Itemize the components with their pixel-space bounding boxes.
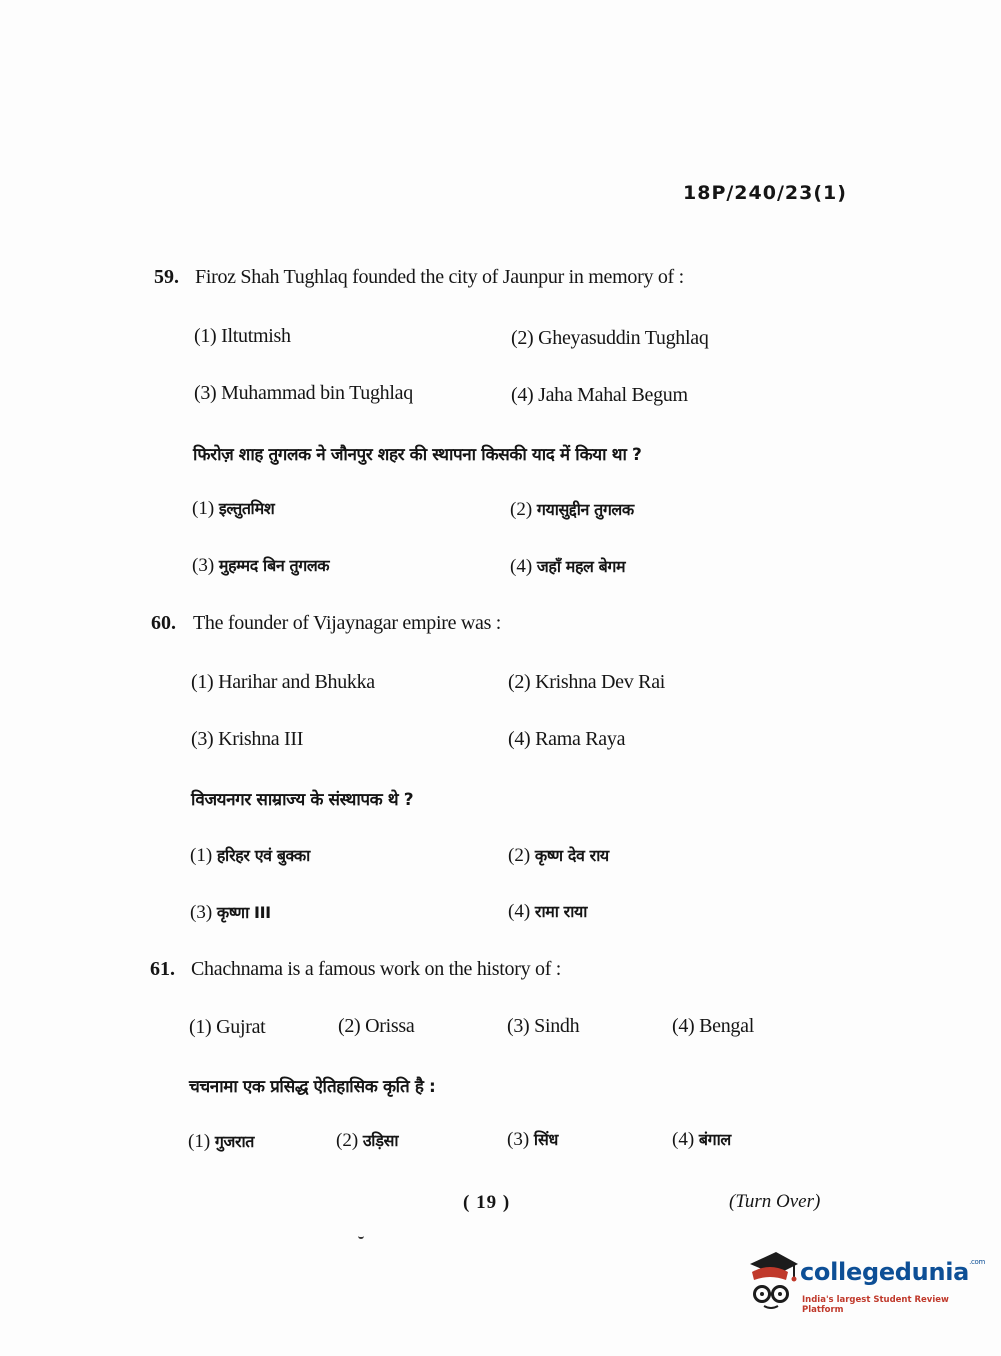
option-en: (4) Rama Raya bbox=[508, 728, 626, 750]
option-en: (3) Sindh bbox=[507, 1015, 580, 1037]
option-text: उड़िसा bbox=[362, 1131, 399, 1150]
option-number: (4) bbox=[508, 901, 531, 922]
option-text: कृष्णा III bbox=[216, 903, 271, 922]
logo-tagline: India's largest Student Review Platform bbox=[802, 1295, 949, 1315]
question-text-hi: फिरोज़ शाह तुगलक ने जौनपुर शहर की स्थापना किसकी याद में किया था ? bbox=[193, 445, 642, 465]
question-number: 60. bbox=[151, 612, 176, 634]
question-text-hi: चचनामा एक प्रसिद्ध ऐतिहासिक कृति है : bbox=[189, 1077, 436, 1097]
question-text-en: Firoz Shah Tughlaq founded the city of Jaunpur in memory of : bbox=[195, 266, 684, 288]
option-en: (1) Harihar and Bhukka bbox=[191, 671, 375, 693]
logo-brand: collegedunia bbox=[800, 1258, 970, 1286]
option-text: रामा राया bbox=[534, 902, 587, 921]
paper-code: 18P/240/23(1) bbox=[683, 182, 847, 204]
option-hi bbox=[188, 1130, 254, 1153]
option-text: मुहम्मद बिन तुगलक bbox=[218, 556, 330, 575]
question-text-en: The founder of Vijaynagar empire was : bbox=[193, 612, 502, 634]
option-en: (4) Jaha Mahal Begum bbox=[511, 384, 688, 406]
option-hi bbox=[508, 844, 609, 867]
option-en: (4) Bengal bbox=[672, 1015, 754, 1037]
option-number: (1) bbox=[188, 1131, 211, 1152]
option-number: (3) bbox=[192, 555, 215, 576]
option-text: सिंध bbox=[533, 1130, 558, 1149]
option-hi bbox=[672, 1128, 731, 1151]
option-hi bbox=[190, 844, 310, 867]
option-number: (2) bbox=[336, 1130, 359, 1151]
option-hi bbox=[192, 497, 274, 520]
option-hi bbox=[336, 1129, 398, 1152]
question-number: 61. bbox=[150, 958, 175, 980]
option-number: (1) bbox=[190, 845, 213, 866]
student-mascot-icon bbox=[742, 1248, 800, 1312]
turn-over-note: (Turn Over) bbox=[729, 1191, 821, 1212]
option-number: (2) bbox=[508, 845, 531, 866]
option-text: बंगाल bbox=[698, 1130, 731, 1149]
option-number: (3) bbox=[190, 902, 213, 923]
question-number: 59. bbox=[154, 266, 179, 288]
logo-domain: .com bbox=[969, 1258, 986, 1266]
question-text-en: Chachnama is a famous work on the history of : bbox=[191, 958, 562, 980]
option-text: गयासुद्दीन तुगलक bbox=[536, 500, 634, 519]
option-text: कृष्ण देव राय bbox=[534, 846, 609, 865]
option-en: (3) Krishna III bbox=[191, 728, 304, 750]
option-hi bbox=[190, 901, 271, 924]
logo-wordmark bbox=[800, 1258, 985, 1286]
option-text: हरिहर एवं बुक्का bbox=[216, 846, 310, 865]
option-number: (4) bbox=[510, 556, 533, 577]
question-text-hi: विजयनगर साम्राज्य के संस्थापक थे ? bbox=[191, 790, 414, 810]
option-en: (3) Muhammad bin Tughlaq bbox=[194, 382, 413, 404]
option-number: (3) bbox=[507, 1129, 530, 1150]
option-text: गुजरात bbox=[214, 1132, 254, 1151]
option-number: (2) bbox=[510, 499, 533, 520]
option-hi bbox=[507, 1128, 558, 1151]
option-en: (1) Iltutmish bbox=[194, 325, 291, 347]
option-hi bbox=[510, 555, 625, 578]
page-number: ( 19 ) bbox=[463, 1192, 511, 1213]
stray-mark bbox=[358, 1234, 364, 1239]
option-en: (1) Gujrat bbox=[189, 1016, 266, 1038]
option-hi bbox=[508, 900, 587, 923]
option-text: इल्तुतमिश bbox=[218, 499, 275, 518]
option-hi bbox=[510, 498, 634, 521]
option-en: (2) Orissa bbox=[338, 1015, 415, 1037]
option-hi bbox=[192, 554, 329, 577]
option-en: (2) Krishna Dev Rai bbox=[508, 671, 666, 693]
option-number: (4) bbox=[672, 1129, 695, 1150]
collegedunia-logo bbox=[742, 1248, 986, 1318]
option-en: (2) Gheyasuddin Tughlaq bbox=[511, 327, 709, 349]
option-text: जहाँ महल बेगम bbox=[536, 557, 626, 576]
option-number: (1) bbox=[192, 498, 215, 519]
